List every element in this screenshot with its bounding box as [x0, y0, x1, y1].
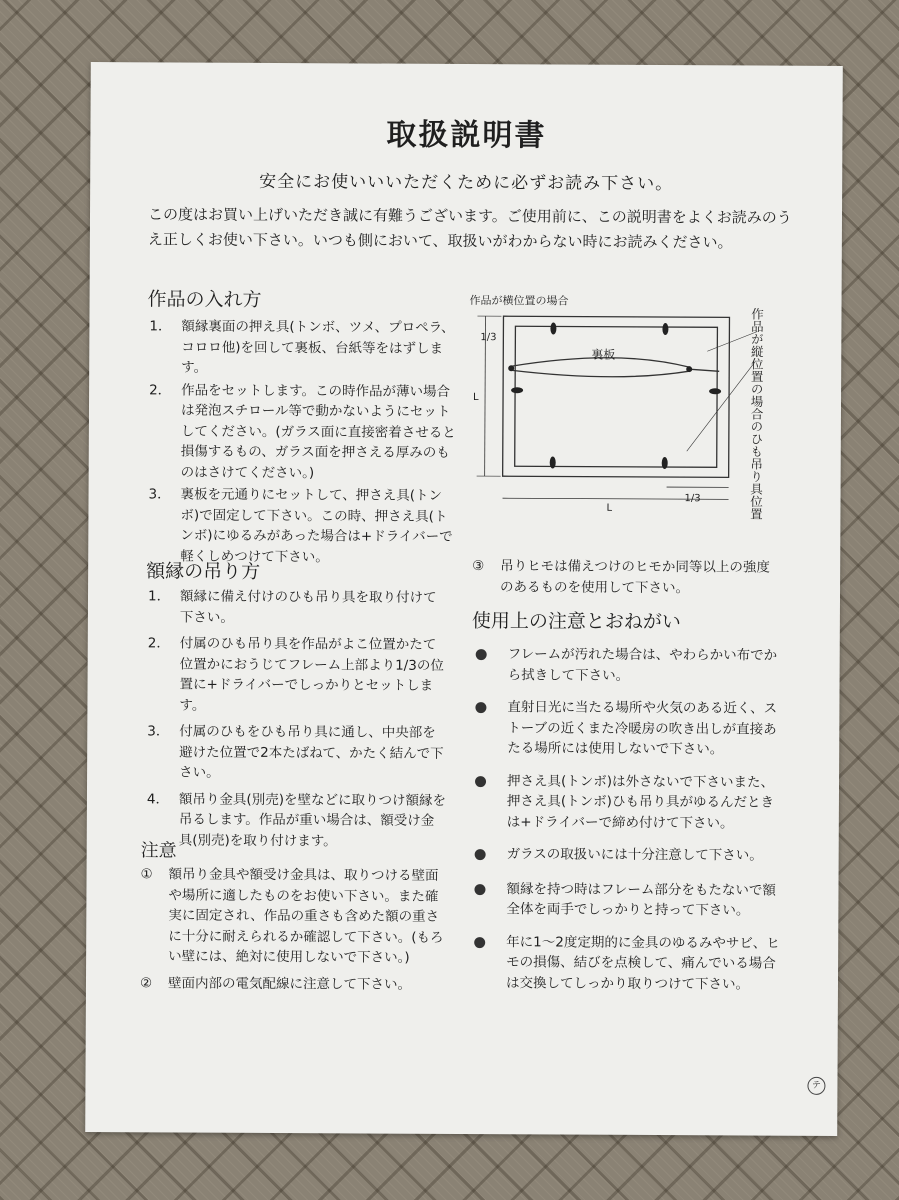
- vertical-position-note: 作品が縦位置の場合のひも吊り具位置: [748, 307, 765, 521]
- item-text: 年に1～2度定期的に金具のゆるみやサビ、ヒモの損傷、結びを点検して、痛んでいる場合は交換してしっかり取りつけて下さい。: [505, 933, 780, 992]
- hanging-ring: [508, 365, 514, 371]
- frame-inner: [515, 326, 718, 467]
- maker-logo-icon: テ: [807, 1077, 825, 1095]
- item-number: 2．: [147, 635, 170, 652]
- dim-l-horizontal: L: [606, 502, 613, 514]
- item-number: 3．: [148, 486, 171, 503]
- caution-item-3: [472, 556, 782, 601]
- item-text: 裏板を元通りにセットして、押さえ具(トンボ)で固定して下さい。この時、押さえ具(トンボ)にゆるみがあった場合は+ドライバーで軽くしめつけて下さい。: [180, 486, 453, 565]
- list-item: [149, 316, 459, 379]
- turnbuckle-clip: [511, 387, 523, 393]
- section-heading-hanging: 額縁の吊り方: [146, 560, 261, 583]
- item-text: フレームが汚れた場合は、やわらかい布でから拭きして下さい。: [507, 646, 778, 684]
- item-text: ガラスの取扱いには十分注意して下さい。: [506, 846, 763, 864]
- list-item: [140, 864, 451, 968]
- bullet-dot-icon: [474, 937, 485, 948]
- list-item: [140, 973, 450, 995]
- item-text: 額縁裏面の押え具(トンボ、ツメ、プロペラ、コロロ他)を回して裏板、台紙等をはずします。: [181, 318, 455, 376]
- item-number: ②: [139, 974, 153, 991]
- list-item: [472, 644, 788, 687]
- instruction-sheet: [85, 62, 843, 1136]
- string-end: [689, 369, 719, 371]
- item-text: 付属のひも吊り具を作品がよこ位置かたて位置かにおうじてフレーム上部より1/3の位置に+ドライバーでしっかりとセットします。: [179, 635, 444, 714]
- dim-third-horizontal: 1/3: [684, 493, 701, 505]
- bullet-dot-icon: [475, 702, 486, 713]
- item-text: 額縁を持つ時はフレーム部分をもたないで額全体を両手でしっかりと持って下さい。: [506, 880, 776, 919]
- hanging-string-lower: [511, 370, 689, 377]
- section-heading-caution: 注意: [140, 840, 177, 862]
- item-number: 2．: [149, 381, 172, 398]
- item-number: 1．: [147, 588, 171, 605]
- dim-third-vertical: 1/3: [480, 332, 497, 344]
- list-item: [148, 484, 458, 568]
- list-item: [149, 380, 460, 484]
- turnbuckle-clip: [550, 322, 556, 334]
- frame-outer: [503, 316, 730, 477]
- turnbuckle-clip: [709, 388, 721, 394]
- item-text: 直射日光に当たる場所や火気のある近く、ストーブの近くまた冷暖房の吹き出しが直接あたる場所には使用しないで下さい。: [507, 699, 778, 758]
- list-item: [148, 586, 448, 629]
- section-heading-insert: 作品の入れ方: [147, 288, 262, 311]
- frame-hanging-diagram: [466, 290, 777, 532]
- item-number: 3．: [147, 723, 170, 740]
- usage-notes-list: [470, 644, 788, 1007]
- bullet-dot-icon: [475, 776, 486, 787]
- list-item: [471, 697, 787, 760]
- back-board-label: 裏板: [591, 347, 616, 362]
- bullet-dot-icon: [475, 849, 486, 860]
- item-number: ①: [140, 866, 153, 883]
- item-number: 4．: [146, 790, 170, 807]
- bullet-dot-icon: [476, 649, 487, 660]
- list-item: [470, 879, 786, 922]
- item-text: 作品をセットします。この時作品が薄い場合は発泡スチロール等で動かないようにセットしてください。(ガラス面に直接密着させると損傷するもの、ガラス面を押さえる厚みのものはさけてください。): [180, 382, 456, 481]
- item-text: 吊りヒモは備えつけのヒモか同等以上の強度のあるものを使用して下さい。: [500, 558, 770, 596]
- list-item: [470, 932, 786, 995]
- item-number: 1．: [149, 318, 172, 335]
- dim-l-vertical: L: [473, 392, 479, 404]
- diagram-caption: 作品が横位置の場合: [469, 294, 569, 308]
- page-title: 取扱説明書: [386, 117, 547, 154]
- list-item: [472, 556, 782, 599]
- page-subtitle: 安全にお使いいいただくために必ずお読み下さい。: [259, 171, 674, 195]
- caution-list: [140, 864, 451, 997]
- section-heading-usage: 使用上の注意とおねがい: [471, 610, 681, 634]
- hanging-ring: [686, 366, 692, 372]
- intro-paragraph: この度はお買い上げいただき誠に有難うございます。ご使用前に、この説明書をよくお読みのうえ正しくお使い下さい。いつも側において、取扱いがわからない時にお読みください。: [147, 205, 792, 252]
- item-text: 押さえ具(トンボ)は外さないで下さいまた、押さえ具(トンボ)ひも吊り具がゆるんだときは+ドライバーで締め付けて下さい。: [506, 772, 775, 831]
- list-item: [147, 721, 447, 784]
- item-text: 付属のひもをひも吊り具に通し、中央部を避けた位置で2本たばねて、かたく結んで下さい。: [179, 723, 444, 781]
- list-item: [147, 789, 447, 852]
- item-text: 壁面内部の電気配線に注意して下さい。: [167, 974, 412, 993]
- list-item: [147, 633, 447, 717]
- insert-steps-list: [148, 316, 459, 570]
- list-item: [471, 771, 787, 834]
- item-text: 額吊り金具や額受け金具は、取りつける壁面や場所に適したものをお使い下さい。また確実に固定され、作品の重さも含めた額の重さに十分に耐えられるか確認して下さい。(もろい壁には、絶対に使用しないで下さい。): [168, 866, 444, 966]
- list-item: [471, 844, 787, 868]
- bullet-dot-icon: [474, 884, 485, 895]
- hanging-steps-list: [147, 586, 448, 854]
- item-text: 額吊り金具(別売)を壁などに取りつけ額縁を吊るします。作品が重い場合は、額受け金具(別売)を取り付けます。: [178, 791, 447, 849]
- item-text: 額縁に備え付けのひも吊り具を取り付けて下さい。: [179, 588, 437, 626]
- leader-line: [687, 361, 755, 451]
- turnbuckle-clip: [662, 323, 668, 335]
- item-number: ③: [472, 558, 485, 575]
